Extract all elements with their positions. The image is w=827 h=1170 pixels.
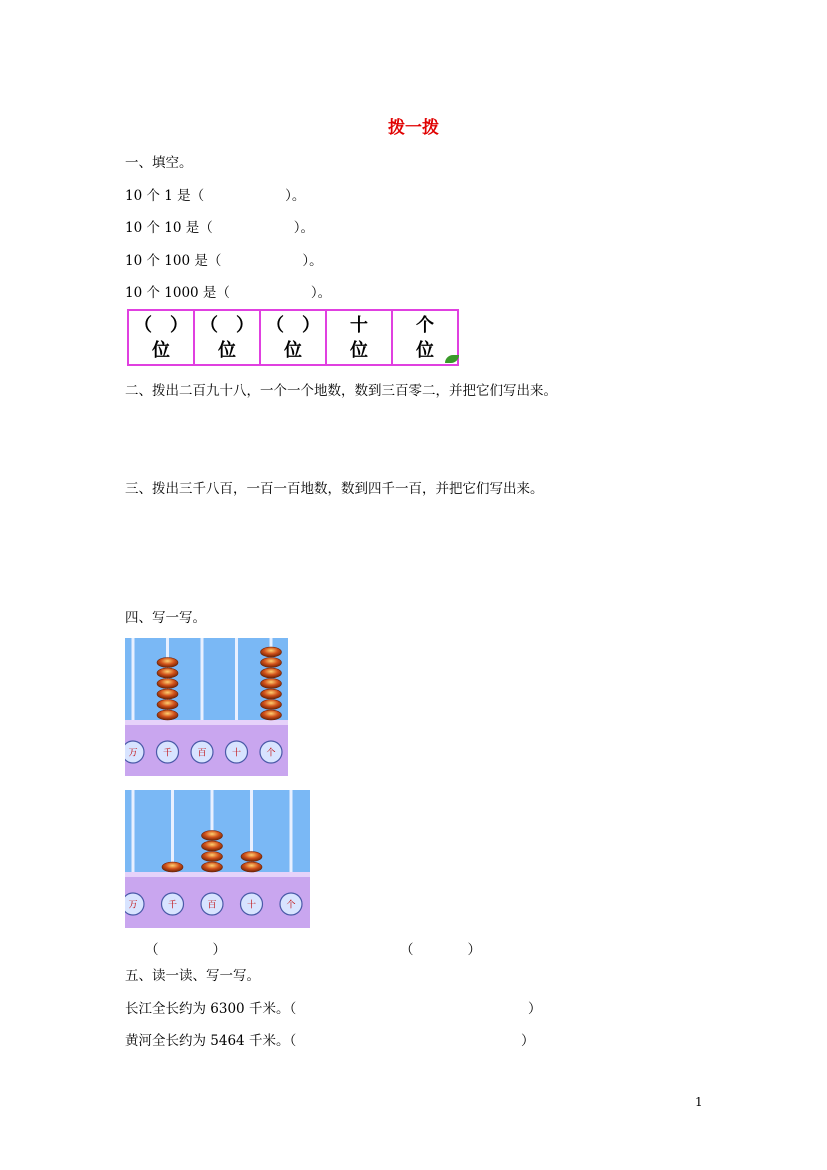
place-cell-top: （ ）	[134, 314, 188, 336]
abacus-bead	[202, 831, 223, 841]
abacus-answer-left: （ ）	[145, 942, 226, 958]
section3-heading: 三、拨出三千八百，一百一百地数，数到四千一百，并把它们写出来。	[125, 481, 544, 497]
abacus-bead	[157, 710, 178, 720]
place-cell	[393, 311, 457, 364]
section2-heading: 二、拨出二百九十八，一个一个地数，数到三百零二，并把它们写出来。	[125, 383, 557, 399]
place-label: 万	[128, 900, 138, 911]
place-label: 个	[266, 748, 276, 759]
page-number: 1	[695, 1095, 703, 1109]
place-label: 万	[128, 748, 138, 759]
abacus-rod	[201, 638, 204, 720]
abacus-bead	[261, 700, 282, 710]
abacus-bead	[261, 658, 282, 668]
fill-blank-3: 10 个 100 是（ ）。	[125, 253, 323, 269]
abacus-bead	[157, 689, 178, 699]
abacus-bead	[202, 841, 223, 851]
leaf-icon	[445, 355, 459, 363]
place-label: 百	[207, 900, 217, 911]
section5-heading: 五、读一读、写一写。	[125, 968, 260, 984]
abacus-bead	[157, 668, 178, 678]
place-cell-bottom: 位	[284, 339, 302, 361]
abacus-bead	[261, 647, 282, 657]
abacus-bead	[241, 862, 262, 872]
abacus-bead	[202, 862, 223, 872]
read-write-1: 长江全长约为 6300 千米。（	[125, 1001, 297, 1017]
abacus-bead	[157, 679, 178, 689]
place-label: 十	[231, 748, 242, 759]
place-label: 个	[286, 900, 296, 911]
place-value-table	[127, 309, 459, 366]
abacus-bead	[157, 700, 178, 710]
abacus-bead	[162, 862, 183, 872]
section4-heading: 四、写一写。	[125, 610, 206, 626]
place-cell-top: 个	[416, 314, 434, 336]
place-cell	[261, 311, 327, 364]
abacus-frame	[125, 872, 310, 877]
page-title: 拨一拨	[388, 118, 439, 138]
fill-blank-1: 10 个 1 是（ ）。	[125, 188, 306, 204]
place-cell-top: （ ）	[200, 314, 254, 336]
abacus-bead	[261, 710, 282, 720]
abacus-bead	[261, 689, 282, 699]
section1-heading: 一、填空。	[125, 155, 193, 171]
place-cell	[129, 311, 195, 364]
place-cell-bottom: 位	[350, 339, 368, 361]
abacus-bead	[241, 852, 262, 862]
abacus-bead	[157, 658, 178, 668]
abacus-rod	[290, 790, 293, 872]
abacus-rod	[132, 790, 135, 872]
place-cell-top: 十	[350, 314, 368, 336]
abacus-rod	[132, 638, 135, 720]
abacus-rod	[235, 638, 238, 720]
place-label: 千	[162, 748, 173, 759]
abacus-bead	[202, 852, 223, 862]
place-cell-bottom: 位	[218, 339, 236, 361]
place-cell-bottom: 位	[152, 339, 170, 361]
abacus-frame	[125, 720, 288, 725]
fill-blank-2: 10 个 10 是（ ）。	[125, 220, 314, 236]
abacus-2	[125, 790, 310, 928]
abacus-bead	[261, 668, 282, 678]
place-cell	[327, 311, 393, 364]
place-label: 百	[197, 748, 207, 759]
fill-blank-4: 10 个 1000 是（ ）。	[125, 285, 332, 301]
place-cell	[195, 311, 261, 364]
abacus-answer-right: （ ）	[400, 942, 481, 958]
abacus-rod	[171, 790, 174, 872]
place-label: 千	[167, 900, 178, 911]
read-write-2-close: ）	[521, 1033, 535, 1049]
read-write-2: 黄河全长约为 5464 千米。（	[125, 1033, 297, 1049]
abacus-1	[125, 638, 288, 776]
read-write-1-close: ）	[528, 1001, 542, 1017]
place-label: 十	[246, 900, 257, 911]
place-cell-bottom: 位	[416, 339, 434, 361]
place-cell-top: （ ）	[266, 314, 320, 336]
abacus-bead	[261, 679, 282, 689]
